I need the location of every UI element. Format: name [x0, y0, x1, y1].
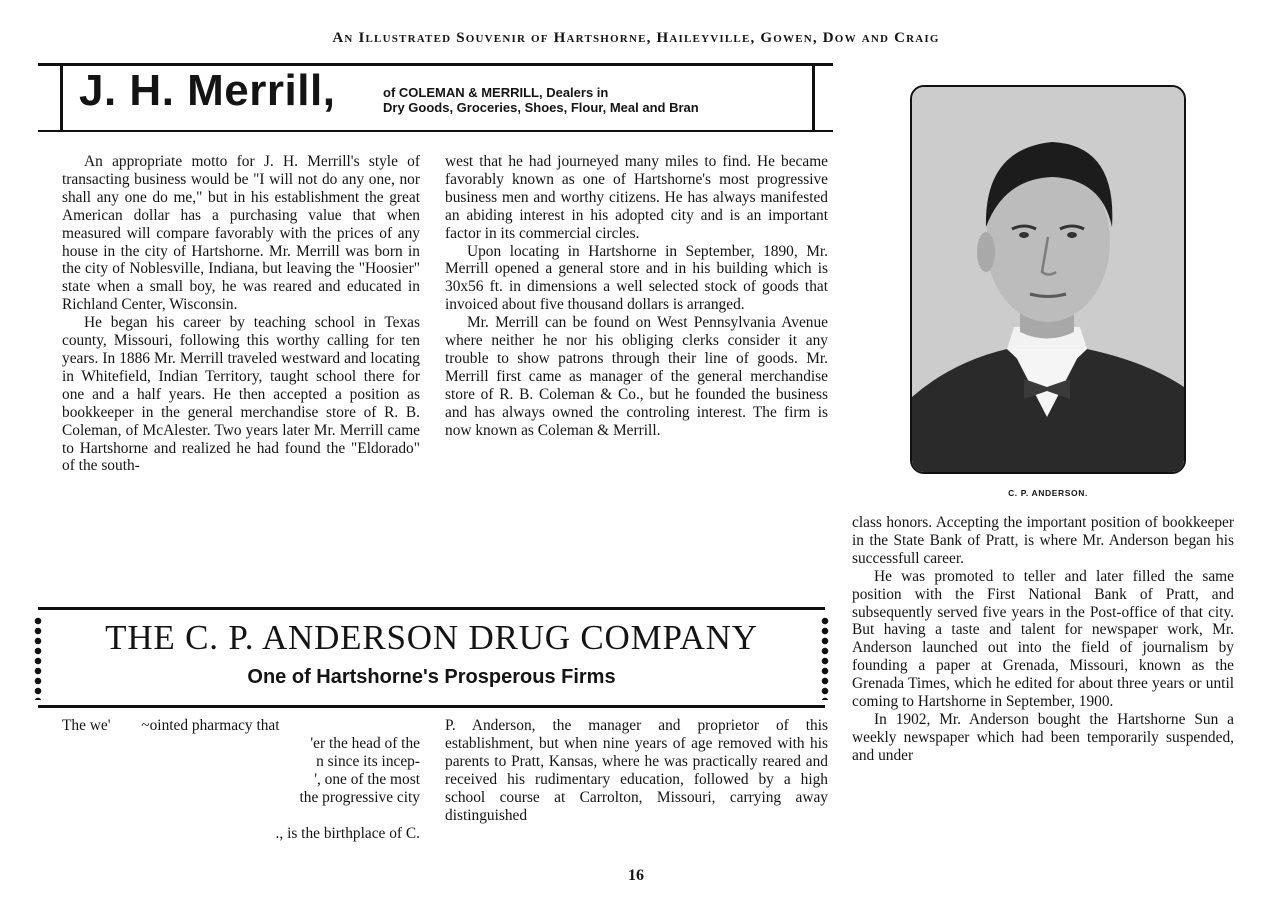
anderson-paragraph-2: class honors. Accepting the important position of bookkeeper in the State Bank of Pratt, is where Mr. Anderson began his successfull career.: [852, 514, 1234, 567]
anderson-column-3: [852, 514, 1234, 765]
anderson-line-3: n since its incep-: [316, 752, 420, 770]
merrill-paragraph-2: He began his career by teaching school in Texas county, Missouri, following this worthy calling for ten years. In 1886 Mr. Merrill traveled westward and locating in Whitefield, Indian Territory, taught school there for one and a half years. He then accepted a position as bookkeeper in the general merchandise store of R. B. Coleman, of McAlester. Two years later Mr. Merrill came to Hartshorne and realized he had found the "Eldorado" of the south-: [62, 314, 420, 475]
merrill-header-box: [60, 63, 815, 130]
merrill-name: J. H. Merrill,: [79, 66, 336, 115]
anderson-line-5: the progressive city: [299, 788, 420, 806]
merrill-description: [383, 85, 699, 115]
anderson-line-2: 'er the head of the: [310, 734, 420, 752]
anderson-line-6: ., is the birthplace of C.: [275, 824, 420, 842]
merrill-paragraph-1: An appropriate motto for J. H. Merrill's style of transacting business would be "I will not do any one, nor shall any one do me," but in his establishment the great American dollar has a purchasing value that when measured will compare favorably with the prices of any house in the city of Hartshorne. Mr. Merrill was born in the city of Noblesville, Indiana, but leaving the "Hoosier" state when a small boy, he was reared and educated in Richland Center, Wisconsin.: [62, 153, 420, 314]
page-number: 16: [628, 867, 644, 884]
merrill-desc-line2: Dry Goods, Groceries, Shoes, Flour, Meal and Bran: [383, 100, 699, 115]
anderson-line-1: The we' ~ointed pharmacy that: [62, 717, 280, 734]
anderson-paragraph-4: In 1902, Mr. Anderson bought the Hartshorne Sun a weekly newspaper which had been temporarily suspended, and under: [852, 710, 1234, 764]
merrill-desc-line1: of COLEMAN & MERRILL, Dealers in: [383, 85, 609, 100]
anderson-title: THE C. P. ANDERSON DRUG COMPANY: [105, 618, 758, 657]
anderson-paragraph-1: P. Anderson, the manager and proprietor of this establishment, but when nine years of age removed with his parents to Pratt, Kansas, where he was practically reared and received his rudimentary education, followed by a high school course at Carrolton, Missouri, carrying away distinguished: [445, 717, 828, 824]
anderson-subtitle: One of Hartshorne's Prosperous Firms: [247, 666, 616, 688]
merrill-bottom-rule: [38, 130, 833, 132]
anderson-line-4: ', one of the most: [314, 770, 420, 788]
anderson-column-1: [62, 717, 420, 842]
running-head: An Illustrated Souvenir of Hartshorne, Haileyville, Gowen, Dow and Craig: [332, 30, 940, 46]
anderson-column-2: [445, 717, 828, 824]
anderson-header-box: [38, 607, 825, 708]
merrill-paragraph-4: Upon locating in Hartshorne in September, 1890, Mr. Merrill opened a general store and in his building which is 30x56 ft. in dimensions a well selected stock of goods that invoiced about five thousand dollars is arranged.: [445, 242, 828, 314]
anderson-paragraph-3: He was promoted to teller and later filled the same position with the First National Bank of Pratt, and subsequently served five years in the Post-office of that city. But having a taste and talent for newspaper work, Mr. Anderson launched out into the field of journalism by founding a paper at Grenada, Missouri, known as the Grenada Times, which he edited for about three years or until coming to Hartshorne in September, 1900.: [852, 567, 1234, 711]
anderson-portrait-photo: [910, 85, 1186, 474]
merrill-paragraph-5: Mr. Merrill can be found on West Pennsylvania Avenue where neither he nor his obliging clerks consider it any trouble to show patrons through their line of goods. Mr. Merrill first came as manager of the general merchandise store of R. B. Coleman & Co., but he founded the business and has always owned the controling interest. The firm is now known as Coleman & Merrill.: [445, 314, 828, 439]
photo-caption: C. P. ANDERSON.: [1008, 488, 1088, 498]
merrill-column-2: [445, 153, 828, 440]
portrait-illustration: [912, 87, 1184, 472]
merrill-paragraph-3: west that he had journeyed many miles to find. He became favorably known as one of Hartshorne's most progressive business men and worthy citizens. He has always manifested an abiding interest in his adopted city and is an important factor in its commercial circles.: [445, 153, 828, 242]
merrill-column-1: [62, 153, 420, 475]
